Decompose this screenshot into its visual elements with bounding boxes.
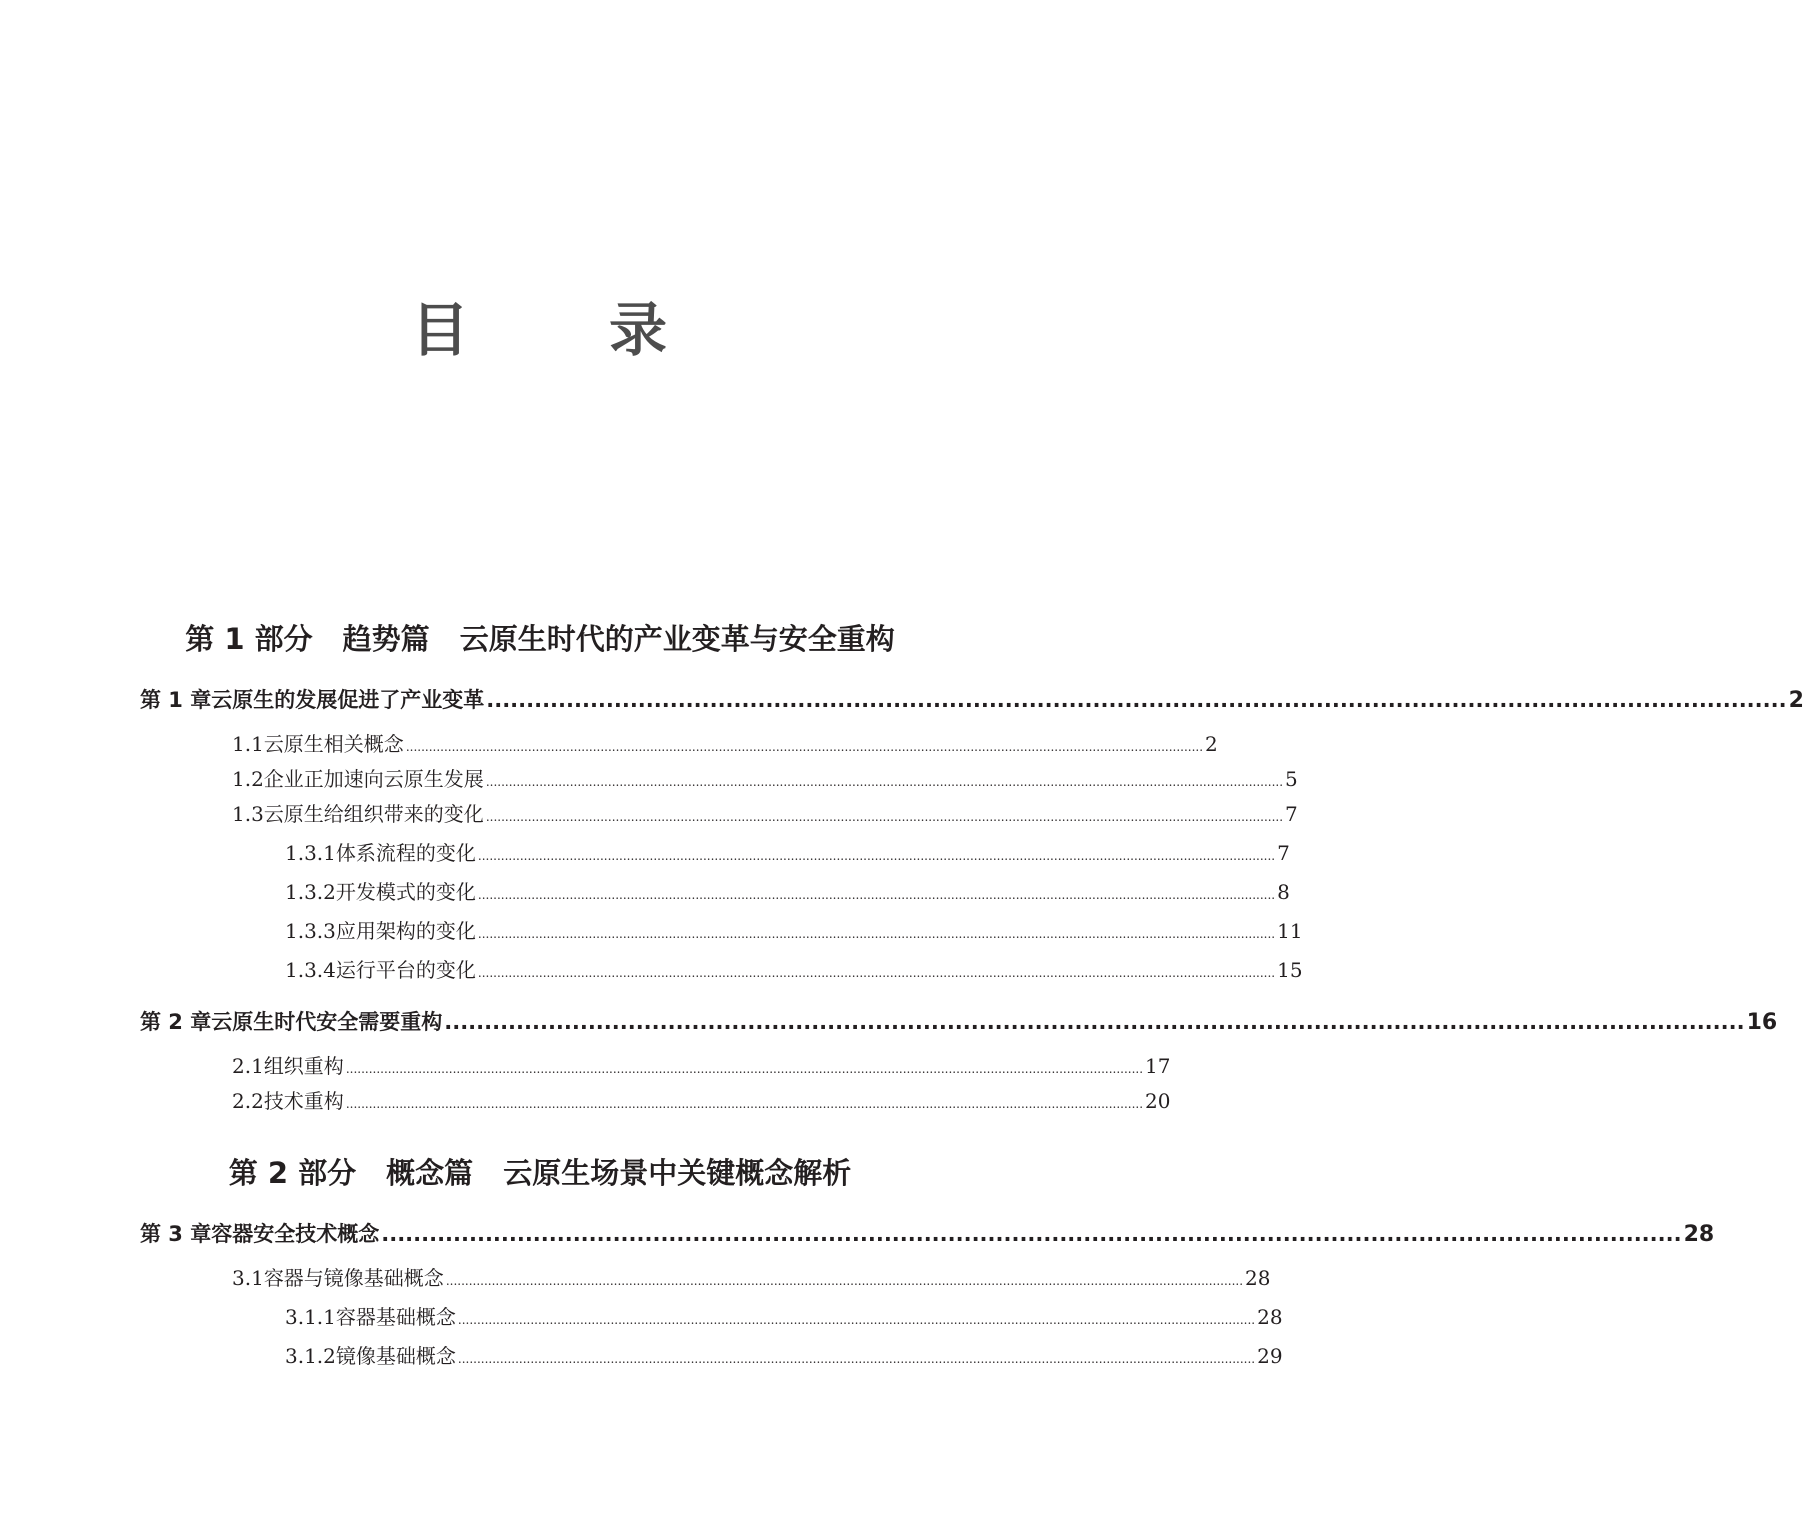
page-title — [0, 292, 1080, 368]
dot-leader: ................................................................................................................................................................................................................. — [477, 888, 1276, 902]
toc-section-entry[interactable] — [232, 730, 1218, 761]
subsection-number: 3.1.2 — [285, 1344, 336, 1368]
section-title: 组织重构 — [263, 1054, 344, 1078]
section-number: 1.2 — [232, 767, 264, 791]
dot-leader: ................................................................................................................................................................................................................. — [405, 740, 1204, 754]
subsection-page-number: 11 — [1277, 919, 1303, 943]
chapter-page-number: 16 — [1746, 1010, 1778, 1035]
toc-chapter-entry[interactable] — [140, 685, 1804, 716]
part-subtitle: 云原生场景中关键概念解析 — [503, 1156, 852, 1190]
subsection-number: 1.3.3 — [285, 919, 336, 943]
section-page-number: 5 — [1285, 767, 1298, 791]
toc-subsection-entry[interactable] — [285, 1342, 1283, 1373]
subsection-page-number: 28 — [1257, 1305, 1283, 1329]
section-number: 1.1 — [232, 732, 264, 756]
page-title-first: 目 — [410, 296, 471, 364]
section-page-number: 20 — [1145, 1089, 1171, 1113]
subsection-title: 容器基础概念 — [335, 1305, 456, 1329]
section-number: 2.1 — [232, 1054, 264, 1078]
dot-leader: ................................................................................................................................................................................................................. — [477, 966, 1276, 980]
toc-section-entry[interactable] — [232, 765, 1298, 796]
section-title: 企业正加速向云原生发展 — [263, 767, 484, 791]
toc-section-entry[interactable] — [232, 1087, 1171, 1118]
section-title: 技术重构 — [263, 1089, 344, 1113]
dot-leader: ................................................................................................................................................................................................................. — [457, 1313, 1256, 1327]
section-page-number: 17 — [1145, 1054, 1171, 1078]
subsection-title: 运行平台的变化 — [335, 958, 476, 982]
chapter-page-number: 28 — [1683, 1222, 1715, 1247]
section-page-number: 28 — [1245, 1266, 1271, 1290]
dot-leader: ................................................................................................................................................................................................................. — [485, 810, 1284, 824]
subsection-title: 镜像基础概念 — [335, 1344, 456, 1368]
toc-subsection-entry[interactable] — [285, 878, 1290, 909]
subsection-page-number: 8 — [1277, 880, 1290, 904]
section-number: 1.3 — [232, 802, 264, 826]
toc-chapter-entry[interactable] — [140, 1007, 1778, 1038]
part-name: 趋势篇 — [342, 622, 430, 656]
chapter-page-number: 2 — [1788, 688, 1804, 713]
section-title: 云原生相关概念 — [263, 732, 404, 756]
dot-leader: ................................................................................................................................................................... — [486, 688, 1787, 712]
dot-leader: ................................................................................................................................................................................................................. — [485, 775, 1284, 789]
dot-leader: ................................................................................................................................................................................................................. — [345, 1062, 1144, 1076]
subsection-page-number: 7 — [1277, 841, 1290, 865]
part-label: 第 1 部分 — [185, 622, 313, 656]
toc-section-entry[interactable] — [232, 1264, 1271, 1295]
part-heading — [0, 619, 1080, 659]
dot-leader: ................................................................................................................................................................................................................. — [445, 1274, 1244, 1288]
part-heading — [0, 1153, 1080, 1193]
part-name: 概念篇 — [386, 1156, 474, 1190]
section-page-number: 7 — [1285, 802, 1298, 826]
chapter-number: 第 2 章 — [140, 1010, 212, 1034]
subsection-page-number: 15 — [1277, 958, 1303, 982]
chapter-title: 云原生的发展促进了产业变革 — [211, 688, 485, 712]
chapter-title: 云原生时代安全需要重构 — [211, 1010, 443, 1034]
toc-chapter-entry[interactable] — [140, 1219, 1715, 1250]
toc-subsection-entry[interactable] — [285, 956, 1303, 987]
subsection-title: 体系流程的变化 — [335, 841, 476, 865]
subsection-title: 开发模式的变化 — [335, 880, 476, 904]
section-number: 3.1 — [232, 1266, 264, 1290]
toc-subsection-entry[interactable] — [285, 839, 1290, 870]
subsection-number: 3.1.1 — [285, 1305, 336, 1329]
dot-leader: ................................................................................................................................................................... — [444, 1010, 1745, 1034]
section-title: 云原生给组织带来的变化 — [263, 802, 484, 826]
chapter-number: 第 1 章 — [140, 688, 212, 712]
chapter-title: 容器安全技术概念 — [211, 1222, 380, 1246]
dot-leader: ................................................................................................................................................................... — [381, 1222, 1682, 1246]
dot-leader: ................................................................................................................................................................................................................. — [477, 849, 1276, 863]
toc-subsection-entry[interactable] — [285, 1303, 1283, 1334]
subsection-number: 1.3.2 — [285, 880, 336, 904]
subsection-number: 1.3.4 — [285, 958, 336, 982]
part-subtitle: 云原生时代的产业变革与安全重构 — [459, 622, 895, 656]
page-title-second: 录 — [609, 296, 670, 364]
toc-section-entry[interactable] — [232, 800, 1298, 831]
dot-leader: ................................................................................................................................................................................................................. — [457, 1352, 1256, 1366]
toc-section-entry[interactable] — [232, 1052, 1171, 1083]
section-page-number: 2 — [1205, 732, 1218, 756]
part-label: 第 2 部分 — [228, 1156, 357, 1190]
subsection-number: 1.3.1 — [285, 841, 336, 865]
subsection-title: 应用架构的变化 — [335, 919, 476, 943]
dot-leader: ................................................................................................................................................................................................................. — [477, 927, 1276, 941]
subsection-page-number: 29 — [1257, 1344, 1283, 1368]
section-number: 2.2 — [232, 1089, 264, 1113]
section-title: 容器与镜像基础概念 — [263, 1266, 444, 1290]
toc-subsection-entry[interactable] — [285, 917, 1303, 948]
chapter-number: 第 3 章 — [140, 1222, 212, 1246]
dot-leader: ................................................................................................................................................................................................................. — [345, 1097, 1144, 1111]
